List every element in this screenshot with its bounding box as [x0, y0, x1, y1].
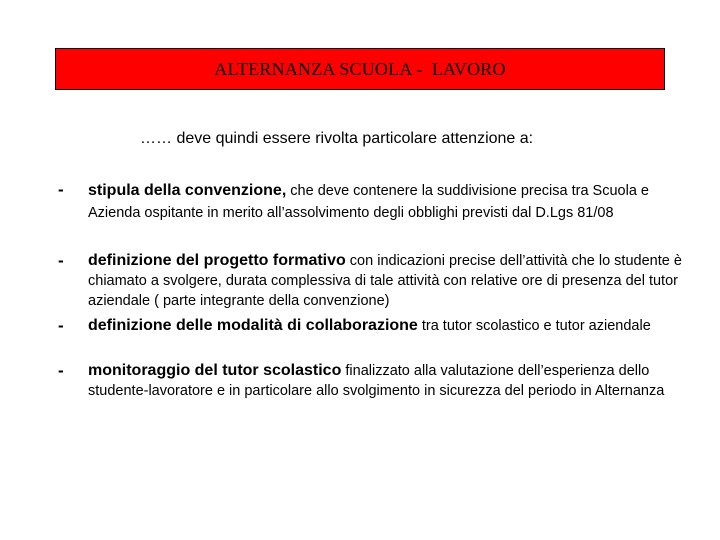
bullet-dash: - [58, 361, 64, 380]
bullet-dash: - [58, 316, 64, 335]
item-body: finalizzato alla valutazione dell’esperienza dello studente-lavoratore e in particolare allo svolgimento in sicurezza del periodo in Alternanza [88, 363, 665, 399]
item-body: tra tutor scolastico e tutor aziendale [417, 318, 651, 334]
slide-title: ALTERNANZA SCUOLA - LAVORO [214, 58, 506, 79]
item-lead: stipula della convenzione, [88, 182, 287, 199]
title-banner [55, 48, 665, 90]
bullet-dash: - [58, 251, 64, 270]
item-body: che deve contenere la suddivisione precisa tra Scuola e Azienda ospitante in merito all’assolvimento degli obblighi previsti dal D.Lgs 81/08 [88, 183, 649, 221]
list-item-text [88, 251, 688, 311]
item-lead: monitoraggio del tutor scolastico [88, 362, 342, 379]
item-lead: definizione delle modalità di collaborazione [88, 317, 418, 334]
list-item-text [88, 180, 688, 224]
bullet-dash: - [58, 180, 64, 199]
list-item-text [88, 316, 688, 336]
item-body: con indicazioni precise dell’attività che lo studente è chiamato a svolgere, durata complessiva di tale attività con relative ore di presenza del tutor aziendale ( parte integrante della convenzione) [88, 253, 682, 309]
item-lead: definizione del progetto formativo [88, 252, 346, 269]
intro-text: …… deve quindi essere rivolta particolare attenzione a: [140, 130, 534, 147]
list-item-text [88, 361, 688, 401]
